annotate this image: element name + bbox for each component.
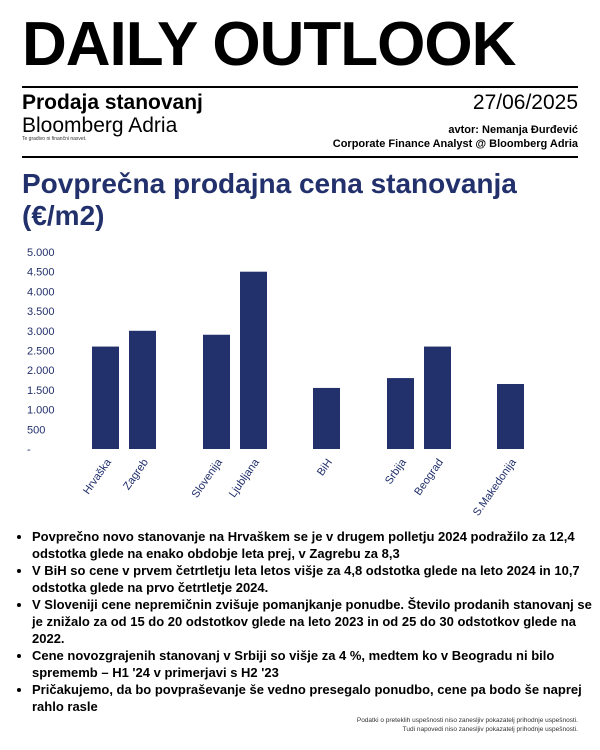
disclaimer-line: Podatki o preteklih uspešnosti niso zanesljiv pokazatelj prihodnje uspešnosti. bbox=[356, 717, 578, 724]
brand-tagline: Te gradivo ni finančni nasvet. bbox=[22, 136, 87, 142]
bar-bih bbox=[313, 388, 340, 449]
bar-hrva-ka bbox=[92, 347, 119, 449]
bar-slovenija bbox=[203, 335, 230, 449]
y-tick-label: - bbox=[27, 444, 31, 456]
x-category-label: BiH bbox=[314, 456, 335, 479]
section-divider bbox=[22, 156, 578, 158]
y-tick-label: 2.500 bbox=[27, 345, 55, 358]
x-category-label: S.Makedonija bbox=[470, 456, 519, 519]
bar-ljubljana bbox=[240, 272, 267, 449]
x-category-label: Hrvaška bbox=[80, 456, 114, 497]
y-tick-label: 4.500 bbox=[27, 266, 55, 279]
commentary-item: • Pričakujemo, da bo povpraševanje še vedno presegalo ponudbo, cene pa bodo še naprej rahlo rasle bbox=[32, 681, 600, 715]
commentary-list bbox=[12, 528, 600, 715]
disclaimer bbox=[357, 716, 578, 734]
x-category-label: Srbija bbox=[382, 456, 409, 487]
bar-zagreb bbox=[129, 331, 156, 449]
report-date: 27/06/2025 bbox=[472, 91, 578, 114]
report-topic: Prodaja stanovanj bbox=[22, 91, 203, 114]
y-tick-label: 1.500 bbox=[27, 384, 55, 397]
x-category-label: Zagreb bbox=[121, 456, 151, 493]
bar-srbija bbox=[387, 378, 414, 449]
author-role: Corporate Finance Analyst @ Bloomberg Adria bbox=[332, 138, 578, 150]
disclaimer-line: Tudi napovedi niso zanesljiv pokazatelj prihodnje uspešnosti. bbox=[402, 726, 578, 733]
commentary-item: • Cene novozgrajenih stanovanj v Srbiji so višje za 4 %, medtem ko v Beogradu ni bilo sprememb – H1 '24 v primerjavi s H2 '23 bbox=[32, 647, 600, 681]
bar-s-makedonija bbox=[497, 384, 524, 449]
masthead-title: DAILY OUTLOOK bbox=[22, 10, 516, 79]
y-tick-label: 4.000 bbox=[27, 286, 55, 299]
x-category-label: Beograd bbox=[412, 456, 446, 498]
x-category-label: Ljubljana bbox=[226, 456, 262, 500]
commentary-item: • V Sloveniji cene nepremičnin zvišuje pomanjkanje ponudbe. Število prodanih stanovanj se je znižalo za od 15 do 20 odstotkov glede na leto 2023 in od 25 do 30 odstotkov glede na 2022. bbox=[32, 596, 600, 647]
y-tick-label: 3.500 bbox=[27, 306, 55, 319]
x-category-label: Slovenija bbox=[189, 456, 225, 501]
chart-title: Povprečna prodajna cena stanovanja (€/m2) bbox=[22, 168, 517, 231]
y-tick-label: 2.000 bbox=[27, 365, 55, 378]
price-bar-chart bbox=[0, 240, 600, 525]
brand-name: Bloomberg Adria bbox=[22, 114, 178, 137]
y-tick-label: 5.000 bbox=[27, 247, 55, 259]
bar-beograd bbox=[424, 347, 451, 449]
y-tick-label: 500 bbox=[27, 424, 46, 437]
header-divider bbox=[22, 86, 578, 88]
commentary-item: • V BiH so cene v prvem četrtletju leta letos višje za 4,8 odstotka glede na leto 2024 in 10,7 odstotka glede na prvo četrtletje 2024. bbox=[32, 562, 600, 596]
commentary-item: • Povprečno novo stanovanje na Hrvaškem se je v drugem polletju 2024 podražilo za 12,4 odstotka glede na enako obdobje leta prej, v Zagrebu za 8,3 bbox=[32, 528, 600, 562]
y-tick-label: 1.000 bbox=[27, 404, 55, 417]
y-tick-label: 3.000 bbox=[27, 325, 55, 338]
author-name: avtor: Nemanja Đurđević bbox=[448, 124, 578, 136]
